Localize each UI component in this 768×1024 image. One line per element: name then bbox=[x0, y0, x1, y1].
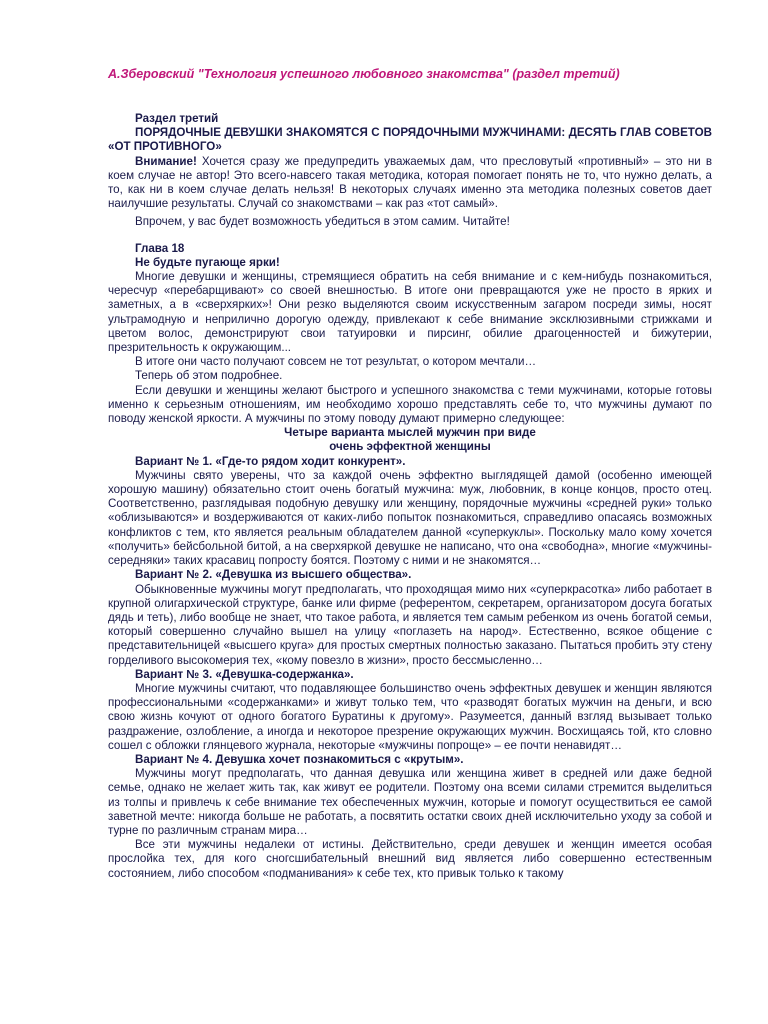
attention-text: Хочется сразу же предупредить уважаемых дам, что пресловутый «противный» – это ни в коем случае не автор! Это всего-навсего такая методика, которая помогает понять не то, что нужно делать, а то, как ни в коем случае делать нельзя! В некоторых случаях именно эта методика полезных советов дает наилучшие результаты. Случай со знакомствами – как раз «тот самый». bbox=[108, 154, 712, 211]
document-header-title: А.Зберовский "Технология успешного любовного знакомства" (раздел третий) bbox=[108, 67, 620, 81]
chapter-paragraph: В итоге они часто получают совсем не тот результат, о котором мечтали… bbox=[135, 355, 537, 369]
variant-text: Мужчины могут предполагать, что данная девушка или женщина живет в средней или даже бедной семье, однако не желает жить так, как живут ее родители. Поэтому она всеми силами стремится выделиться из толпы и привлечь к себе внимание тех обеспеченных мужчин, которые и помогут осуществиться ее самой заветной мечте: никогда больше не работать, а посвятить остатки своих дней исключительно уходу за собой и турне по различным странам мира… bbox=[108, 767, 712, 837]
chapter-paragraph: Многие девушки и женщины, стремящиеся обратить на себя внимание и с кем-нибудь познакомиться, чересчур «перебарщивают» со своей внешностью. В итоге они превращаются уже не просто в ярких и заметных, а в «сверхярких»! Они резко выделяются своим искусственным загаром посреди зимы, носят ультрамодную и неприлично дорогую одежду, привлекают к себе внимание эксклюзивными стрижками и цветом волос, демонстрируют свои татуировки и пирсинг, обилие драгоценностей и бижутерии, презрительность к окружающим... bbox=[108, 270, 712, 355]
section-label: Раздел третий bbox=[135, 112, 219, 125]
chapter-title: Не будьте пугающе ярки! bbox=[135, 255, 280, 269]
subheading-line-2: очень эффектной женщины bbox=[329, 440, 491, 454]
chapter-label: Глава 18 bbox=[135, 241, 185, 255]
closing-paragraph: Все эти мужчины недалеки от истины. Действительно, среди девушек и женщин имеется особая прослойка тех, для кого сногсшибательный внешний вид является либо совершенно естественным состоянием, либо способом «подманивания» к себе тех, кто привык только к такому bbox=[108, 838, 712, 880]
variant-title: Вариант № 3. «Девушка-содержанка». bbox=[135, 667, 354, 681]
section-title: ПОРЯДОЧНЫЕ ДЕВУШКИ ЗНАКОМЯТСЯ С ПОРЯДОЧНЫМИ МУЖЧИНАМИ: ДЕСЯТЬ ГЛАВ СОВЕТОВ «ОТ ПРОТИВНОГО» bbox=[108, 126, 712, 154]
variant-title: Вариант № 4. Девушка хочет познакомиться с «крутым». bbox=[135, 752, 464, 766]
variant-title: Вариант № 1. «Где-то рядом ходит конкурент». bbox=[135, 454, 406, 468]
chapter-paragraph: Если девушки и женщины желают быстрого и успешного знакомства с теми мужчинами, которые готовы именно к серьезным отношениям, им необходимо хорошо представлять себе то, что мужчины думают по поводу женской яркости. А мужчины по этому поводу думают примерно следующее: bbox=[108, 383, 712, 426]
invite-paragraph: Впрочем, у вас будет возможность убедиться в этом самим. Читайте! bbox=[135, 215, 510, 229]
variant-title: Вариант № 2. «Девушка из высшего общества». bbox=[135, 568, 412, 582]
variant-text: Многие мужчины считают, что подавляющее большинство очень эффектных девушек и женщин являются профессиональными «содержанками» и живут только тем, что «разводят богатых мужчин на деньги, и всю свою жизнь кочуют от одного богатого Буратины к другому». Разумеется, данный взгляд вызывает только раздражение, озлобление, а иногда и некоторое презрение окружающих мужчин. Восхищаясь той, кто словно сошел с обложки глянцевого журнала, некоторые «мужчины попроще» – ее почти ненавидят… bbox=[108, 681, 712, 752]
variant-text: Обыкновенные мужчины могут предполагать, что проходящая мимо них «суперкрасотка» либо работает в крупной олигархической структуре, банке или фирме (референтом, секретарем, организатором досуга богатых дядь и теть), либо вообще не знает, что такое работа, и является тем самым ребенком из очень богатой семьи, который совершенно случайно вышел на улицу «поглазеть на народ». Естественно, всякое общение с представительницей «высшего круга» для простых смертных полностью заказано. Пытаться пробить эту стену горделивого высокомерия тех, «кому повезло в жизни», просто бессмысленно… bbox=[108, 582, 712, 667]
variant-text: Мужчины свято уверены, что за каждой очень эффектно выглядящей дамой (особенно имеющей хорошую машину) обязательно стоит очень богатый мужчина: муж, любовник, в конце концов, просто отец. Соответственно, разглядывая подобную девушку или женщину, порядочные мужчины «средней руки» только «облизываются» и воздерживаются от каких-либо попыток познакомиться, справедливо опасаясь возможных конфликтов с тем, кто является реальным обладателем данной «суперкуклы». Поскольку мало кому хочется «получить» бейсбольной битой, а на сверхяркой девушке не написано, что она «свободна», многие «мужчины-середняки» таких красавиц попросту боятся. Поэтому с ними и не знакомятся… bbox=[108, 468, 712, 568]
attention-label: Внимание! bbox=[135, 154, 197, 168]
attention-paragraph bbox=[108, 155, 712, 212]
document-body bbox=[108, 112, 712, 881]
chapter-paragraph: Теперь об этом подробнее. bbox=[135, 369, 283, 383]
subheading-line-1: Четыре варианта мыслей мужчин при виде bbox=[284, 426, 536, 440]
